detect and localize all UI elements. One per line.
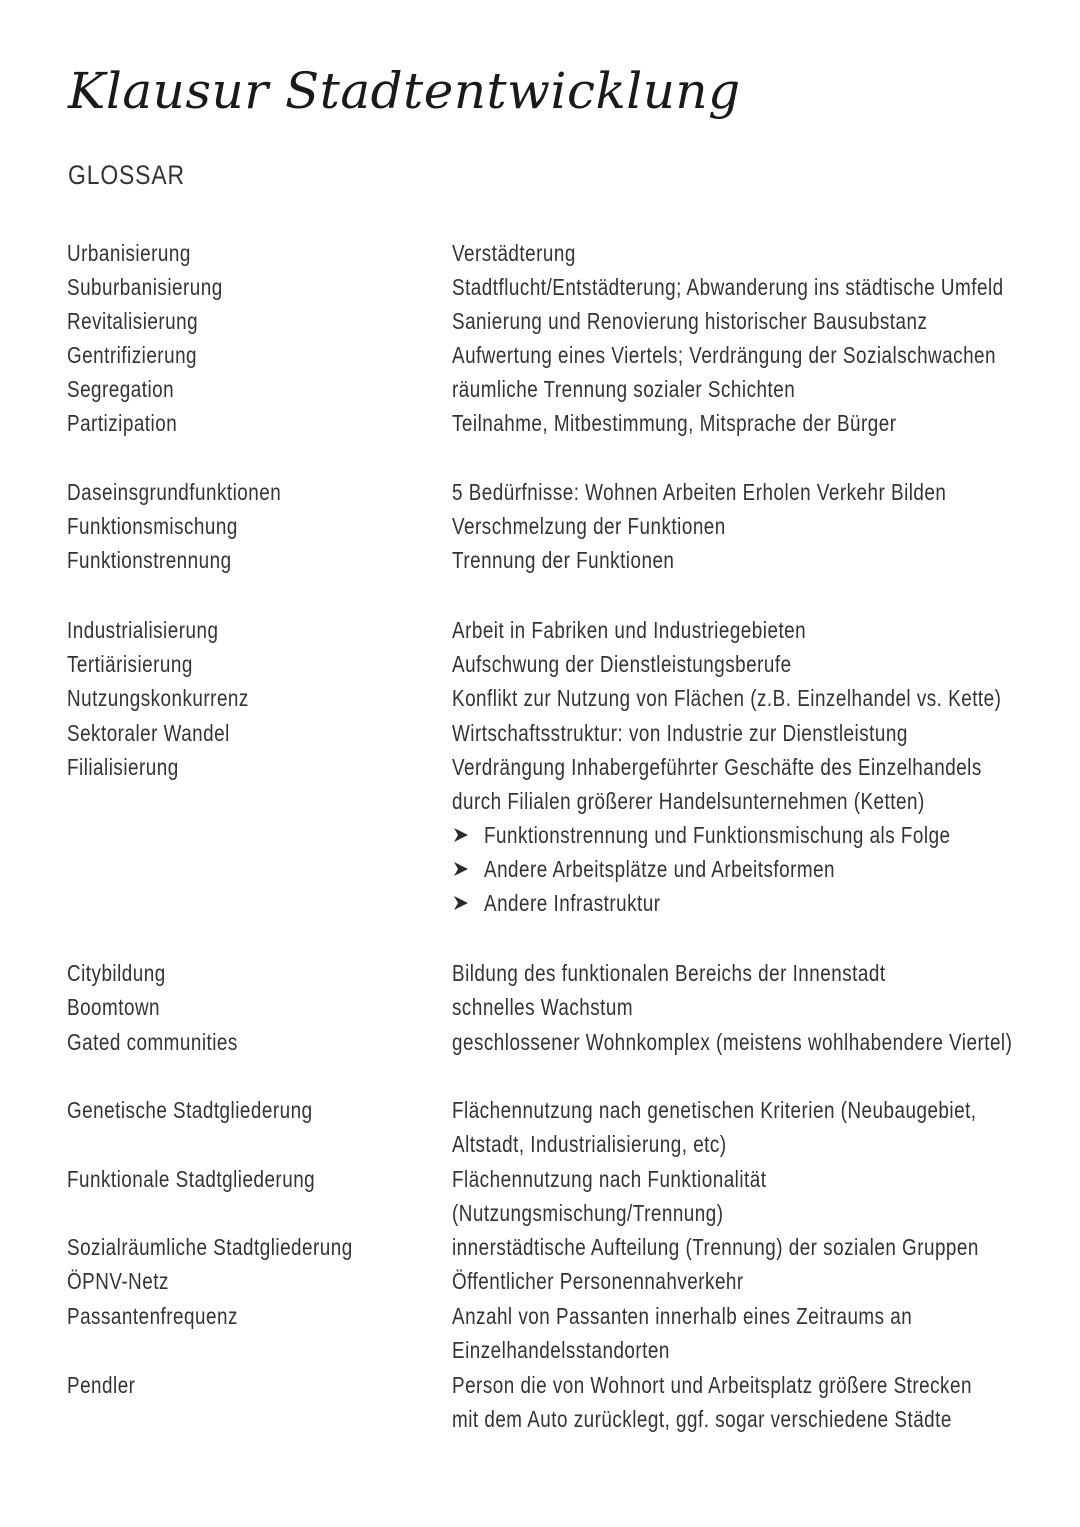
glossary-definition — [452, 406, 994, 440]
list-item-text: Funktionstrennung und Funktionsmischung als Folge — [484, 822, 951, 848]
definition-line: Wirtschaftsstruktur: von Industrie zur Dienstleistung — [452, 720, 908, 746]
list-item — [452, 818, 1053, 852]
definition-line: schnelles Wachstum — [452, 994, 634, 1020]
definition-line: Verdrängung Inhabergeführter Geschäfte des Einzelhandels — [452, 754, 982, 780]
glossary-term: Boomtown — [67, 994, 161, 1020]
glossary-definition — [452, 1162, 836, 1230]
definition-line: Trennung der Funktionen — [452, 547, 675, 573]
glossary-definition — [452, 716, 1008, 750]
glossary-definition — [452, 1299, 1013, 1367]
definition-line: (Nutzungsmischung/Trennung) — [452, 1200, 724, 1226]
glossary-term: Sozialräumliche Stadtgliederung — [67, 1234, 353, 1260]
glossary-definition — [452, 750, 1080, 818]
glossary-definition — [452, 990, 673, 1024]
glossary-definition — [452, 647, 866, 681]
glossary-term: Citybildung — [67, 960, 166, 986]
glossary-term: Urbanisierung — [67, 240, 191, 266]
glossary-term: Funktionale Stadtgliederung — [67, 1166, 316, 1192]
glossary-definition — [452, 509, 786, 543]
arrowhead-bullet-icon — [452, 826, 470, 844]
glossary-term: Industrialisierung — [67, 617, 219, 643]
page-title: Klausur Stadtentwicklung — [68, 62, 741, 120]
glossary-term: Revitalisierung — [67, 308, 199, 334]
definition-line: Altstadt, Industrialisierung, etc) — [452, 1131, 727, 1157]
glossary-term: Daseinsgrundfunktionen — [67, 479, 282, 505]
glossary-term: Gentrifizierung — [67, 342, 198, 368]
glossary-term: Passantenfrequenz — [67, 1303, 238, 1329]
definition-line: Arbeit in Fabriken und Industriegebieten — [452, 617, 807, 643]
definition-line: 5 Bedürfnisse: Wohnen Arbeiten Erholen Verkehr Bilden — [452, 479, 947, 505]
glossary-term: Tertiärisierung — [67, 651, 193, 677]
definition-line: Aufschwung der Dienstleistungsberufe — [452, 651, 792, 677]
glossary-definition — [452, 304, 1032, 338]
consequence-list — [452, 818, 1053, 920]
definition-line: Sanierung und Renovierung historischer Bausubstanz — [452, 308, 928, 334]
definition-line: Stadtflucht/Entstädterung; Abwanderung ins städtische Umfeld — [452, 274, 1004, 300]
list-item — [452, 886, 1053, 920]
glossary-definition — [452, 613, 884, 647]
definition-line: räumliche Trennung sozialer Schichten — [452, 376, 796, 402]
glossary-term: Nutzungskonkurrenz — [67, 685, 249, 711]
definition-line: Verstädterung — [452, 240, 576, 266]
glossary-definition — [452, 1264, 808, 1298]
glossary-term: Filialisierung — [67, 754, 179, 780]
glossary-definition — [452, 1093, 1080, 1161]
glossary-term: Sektoraler Wandel — [67, 720, 230, 746]
glossary-definition — [452, 543, 723, 577]
glossary-definition — [452, 475, 1055, 509]
definition-line: Anzahl von Passanten innerhalb eines Zeitraums an — [452, 1303, 913, 1329]
glossary-definition — [452, 681, 1080, 715]
glossary-definition — [452, 338, 1080, 372]
definition-line: Bildung des funktionalen Bereichs der Innenstadt — [452, 960, 886, 986]
definition-line: geschlossener Wohnkomplex (meistens wohlhabendere Viertel) — [452, 1029, 1013, 1055]
definition-line: Öffentlicher Personennahverkehr — [452, 1268, 744, 1294]
glossary-term: Segregation — [67, 376, 175, 402]
glossary-definition — [452, 1230, 1080, 1264]
glossary-term: Genetische Stadtgliederung — [67, 1097, 313, 1123]
definition-line: Person die von Wohnort und Arbeitsplatz größere Strecken — [452, 1372, 972, 1398]
definition-line: Verschmelzung der Funktionen — [452, 513, 726, 539]
definition-line: Teilnahme, Mitbestimmung, Mitsprache der Bürger — [452, 410, 897, 436]
glossary-definition — [452, 1025, 1080, 1059]
glossary-term: Pendler — [67, 1372, 136, 1398]
glossary-definition — [452, 956, 981, 990]
glossary-term: Suburbanisierung — [67, 274, 223, 300]
section-heading: GLOSSAR — [68, 160, 185, 190]
definition-line: Flächennutzung nach Funktionalität — [452, 1166, 767, 1192]
definition-line: Konflikt zur Nutzung von Flächen (z.B. Einzelhandel vs. Kette) — [452, 685, 1002, 711]
glossary-term: Funktionsmischung — [67, 513, 238, 539]
glossary-definition — [452, 236, 603, 270]
glossary-definition — [452, 270, 1080, 304]
definition-line: Einzelhandelsstandorten — [452, 1337, 670, 1363]
definition-line: durch Filialen größerer Handelsunternehmen (Ketten) — [452, 788, 925, 814]
glossary-term: Funktionstrennung — [67, 547, 232, 573]
glossary-term: ÖPNV-Netz — [67, 1268, 169, 1294]
definition-line: Aufwertung eines Viertels; Verdrängung der Sozialschwachen — [452, 342, 997, 368]
definition-line: innerstädtische Aufteilung (Trennung) der sozialen Gruppen — [452, 1234, 979, 1260]
glossary-definition — [452, 1368, 1080, 1436]
definition-line: Flächennutzung nach genetischen Kriterien (Neubaugebiet, — [452, 1097, 977, 1123]
list-item — [452, 852, 1053, 886]
glossary-term: Gated communities — [67, 1029, 238, 1055]
arrowhead-bullet-icon — [452, 894, 470, 912]
glossary-term: Partizipation — [67, 410, 178, 436]
glossary-definition — [452, 372, 871, 406]
list-item-text: Andere Infrastruktur — [484, 890, 661, 916]
list-item-text: Andere Arbeitsplätze und Arbeitsformen — [484, 856, 836, 882]
arrowhead-bullet-icon — [452, 860, 470, 878]
definition-line: mit dem Auto zurücklegt, ggf. sogar verschiedene Städte — [452, 1406, 952, 1432]
